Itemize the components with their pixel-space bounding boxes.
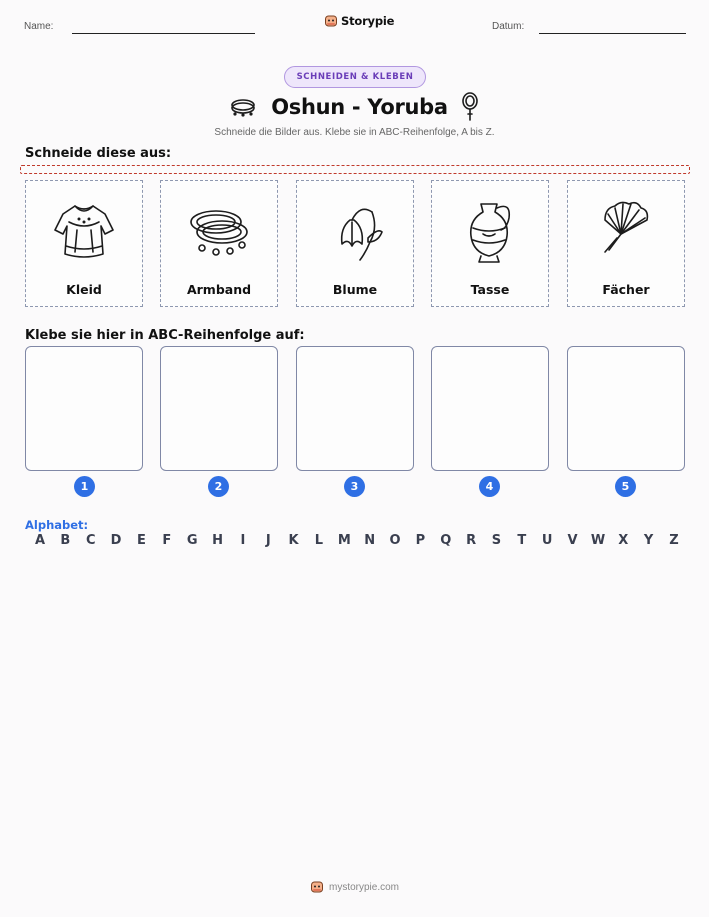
paste-box-1[interactable]	[25, 346, 143, 471]
paste-box-2[interactable]	[160, 346, 278, 471]
brand-logo	[324, 14, 394, 28]
alphabet-letter: P	[415, 533, 426, 548]
alphabet-letter: X	[618, 533, 629, 548]
alphabet-letter: I	[240, 533, 246, 548]
name-line[interactable]	[72, 33, 255, 34]
paste-box-3[interactable]	[296, 346, 414, 471]
title-row	[0, 92, 709, 122]
position-number: 3	[344, 476, 365, 497]
position-number: 4	[479, 476, 500, 497]
alphabet-letter: L	[314, 533, 324, 548]
cut-label: Armband	[186, 282, 252, 297]
cut-card-blume[interactable]	[296, 180, 414, 307]
vase-icon	[455, 196, 525, 266]
alphabet-letter: J	[265, 533, 271, 548]
footer-url[interactable]: mystorypie.com	[328, 881, 399, 893]
instructions: Schneide die Bilder aus. Klebe sie in ABC-Reihenfolge, A bis Z.	[214, 127, 495, 138]
alphabet-letter: H	[212, 533, 223, 548]
cut-section-heading: Schneide diese aus:	[25, 146, 172, 161]
dress-icon	[49, 200, 119, 262]
alphabet-letter: A	[34, 533, 46, 548]
alphabet-letter: V	[567, 533, 578, 548]
storypie-mascot-icon	[310, 880, 324, 894]
alphabet-letter: Z	[669, 533, 679, 548]
hand-mirror-icon	[460, 92, 480, 122]
flower-icon	[320, 198, 390, 264]
alphabet-letter: D	[110, 533, 122, 548]
position-number: 2	[208, 476, 229, 497]
alphabet-row	[33, 533, 681, 548]
alphabet-letter: F	[162, 533, 172, 548]
alphabet-letter: M	[337, 533, 351, 548]
cut-card-kleid[interactable]	[25, 180, 143, 307]
brand-name: Storypie	[341, 14, 395, 28]
paste-section-heading: Klebe sie hier in ABC-Reihenfolge auf:	[25, 328, 305, 343]
alphabet-letter: B	[60, 533, 71, 548]
cut-card-tasse[interactable]	[431, 180, 549, 307]
alphabet-letter: R	[466, 533, 477, 548]
date-line[interactable]	[539, 33, 686, 34]
alphabet-letter: Y	[643, 533, 654, 548]
alphabet-letter: K	[288, 533, 299, 548]
alphabet-letter: C	[85, 533, 96, 548]
bracelet-icon	[229, 96, 259, 118]
page-title: Oshun - Yoruba	[271, 95, 448, 119]
alphabet-letter: E	[136, 533, 146, 548]
cut-card-faecher[interactable]	[567, 180, 685, 307]
date-label: Datum:	[492, 21, 525, 32]
alphabet-letter: T	[517, 533, 527, 548]
position-number: 5	[615, 476, 636, 497]
cut-label: Kleid	[66, 282, 102, 297]
alphabet-letter: N	[364, 533, 376, 548]
cut-label: Fächer	[602, 282, 650, 297]
position-number: 1	[74, 476, 95, 497]
alphabet-letter: W	[590, 533, 606, 548]
footer	[0, 880, 709, 894]
paste-box-4[interactable]	[431, 346, 549, 471]
cut-card-armband[interactable]	[160, 180, 278, 307]
paste-box-5[interactable]	[567, 346, 685, 471]
alphabet-letter: S	[491, 533, 502, 548]
cut-guide-line	[20, 165, 690, 174]
cut-label: Tasse	[470, 282, 510, 297]
alphabet-label: Alphabet:	[25, 518, 89, 532]
storypie-mascot-icon	[324, 14, 338, 28]
alphabet-letter: O	[389, 533, 401, 548]
bracelet-icon	[184, 200, 254, 262]
alphabet-letter: Q	[440, 533, 452, 548]
cut-label: Blume	[332, 282, 378, 297]
alphabet-letter: G	[186, 533, 198, 548]
alphabet-letter: U	[541, 533, 553, 548]
activity-badge: SCHNEIDEN & KLEBEN	[284, 66, 426, 88]
name-label: Name:	[24, 21, 54, 32]
fan-icon	[591, 198, 661, 264]
